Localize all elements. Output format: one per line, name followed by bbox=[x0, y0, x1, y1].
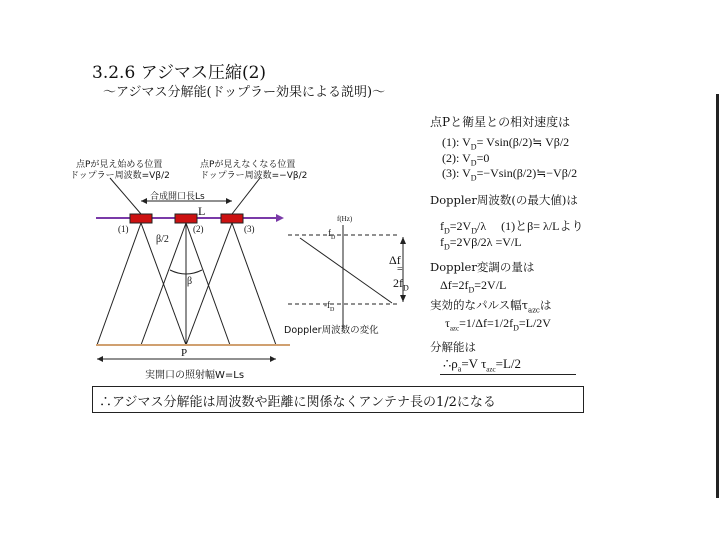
delta-f-arrow-bottom bbox=[400, 295, 406, 302]
end-pointer bbox=[232, 178, 260, 214]
relative-velocity-heading: 点Pと衛星との相対速度は bbox=[430, 115, 571, 129]
antenna-length-label: L bbox=[198, 204, 206, 218]
end-doppler-label: ドップラー周波数=−Vβ/2 bbox=[200, 171, 308, 181]
start-label: 点Pが見え始める位置 bbox=[76, 160, 163, 170]
pulse-width-eq: $\tau_{azc}=1/\Delta f=1/2f_D=L/2V$ bbox=[445, 316, 551, 333]
beam-line bbox=[232, 223, 276, 345]
start-doppler-label: ドップラー周波数=Vβ/2 bbox=[70, 171, 170, 181]
delta-f-arrow-top bbox=[400, 237, 406, 244]
doppler-caption: Doppler周波数の変化 bbox=[284, 325, 379, 336]
target-label: P bbox=[181, 347, 188, 359]
pulse-width-heading: 実効的なパルス幅$\tau_{azc}$は bbox=[430, 298, 552, 315]
doppler-eq-2: $f_D=2V\beta/2\lambda =V/L$ bbox=[440, 235, 522, 252]
fd-top-label: $f_D$ bbox=[328, 228, 336, 241]
doppler-curve bbox=[300, 238, 392, 303]
platform-pos1 bbox=[130, 214, 152, 223]
doppler-y-axis-label: f(Hz) bbox=[337, 215, 353, 223]
beam-line bbox=[97, 223, 141, 345]
fd-bottom-label: $-f_D$ bbox=[324, 300, 335, 313]
slide-subtitle: 〜アジマス分解能(ドップラー効果による説明)〜 bbox=[103, 85, 386, 100]
velocity-eq-2: (2): $V_D=0$ bbox=[442, 151, 490, 168]
slide-title: 3.2.6 アジマス圧縮(2) bbox=[92, 63, 267, 83]
conclusion-box: ∴アジマス分解能は周波数や距離に関係なくアンテナ長の1/2になる bbox=[92, 386, 584, 413]
position-2-label: (2) bbox=[193, 224, 204, 234]
footprint-arrow-left bbox=[97, 356, 103, 362]
footprint-arrow-right bbox=[270, 356, 276, 362]
resolution-eq: $\therefore\rho_a=V$ $\tau_{azc}=L/2$ bbox=[443, 356, 522, 374]
footprint-label: 実開口の照射幅W=Ls bbox=[145, 370, 245, 381]
end-label: 点Pが見えなくなる位置 bbox=[200, 160, 296, 170]
platform-pos2 bbox=[175, 214, 197, 223]
modulation-eq: $\Delta f=2f_D=2V/L$ bbox=[440, 278, 507, 295]
two-fd-label: $2f_D$ bbox=[393, 276, 409, 293]
velocity-eq-3: (3): $V_D=-Vsin(\beta/2)≒-V\beta/2$ bbox=[442, 166, 578, 183]
doppler-eq-1: $f_D=2V_D/\lambda$ (1)とβ= λ/Lより bbox=[440, 219, 584, 236]
aperture-arrow-right bbox=[226, 198, 232, 204]
slide-right-border bbox=[716, 94, 719, 498]
half-beam-label: β/2 bbox=[156, 234, 169, 245]
resolution-underline bbox=[440, 374, 576, 375]
velocity-eq-1: (1): $V_D=$ Vsin(β/2)≒ Vβ/2 bbox=[442, 135, 570, 152]
position-1-label: (1) bbox=[118, 224, 129, 234]
synthetic-aperture-label: 合成開口長Ls bbox=[150, 192, 205, 202]
delta-f-label: Δf bbox=[389, 253, 401, 267]
start-pointer bbox=[110, 178, 141, 214]
doppler-max-heading: Doppler周波数(の最大値)は bbox=[430, 193, 578, 207]
flight-arrow bbox=[276, 214, 284, 222]
modulation-heading: Doppler変調の量は bbox=[430, 260, 535, 274]
aperture-arrow-left bbox=[141, 198, 147, 204]
resolution-heading: 分解能は bbox=[430, 340, 476, 354]
position-3-label: (3) bbox=[244, 224, 255, 234]
platform-pos3 bbox=[221, 214, 243, 223]
equals-label: = bbox=[397, 264, 403, 275]
beam-angle-label: β bbox=[187, 276, 193, 287]
